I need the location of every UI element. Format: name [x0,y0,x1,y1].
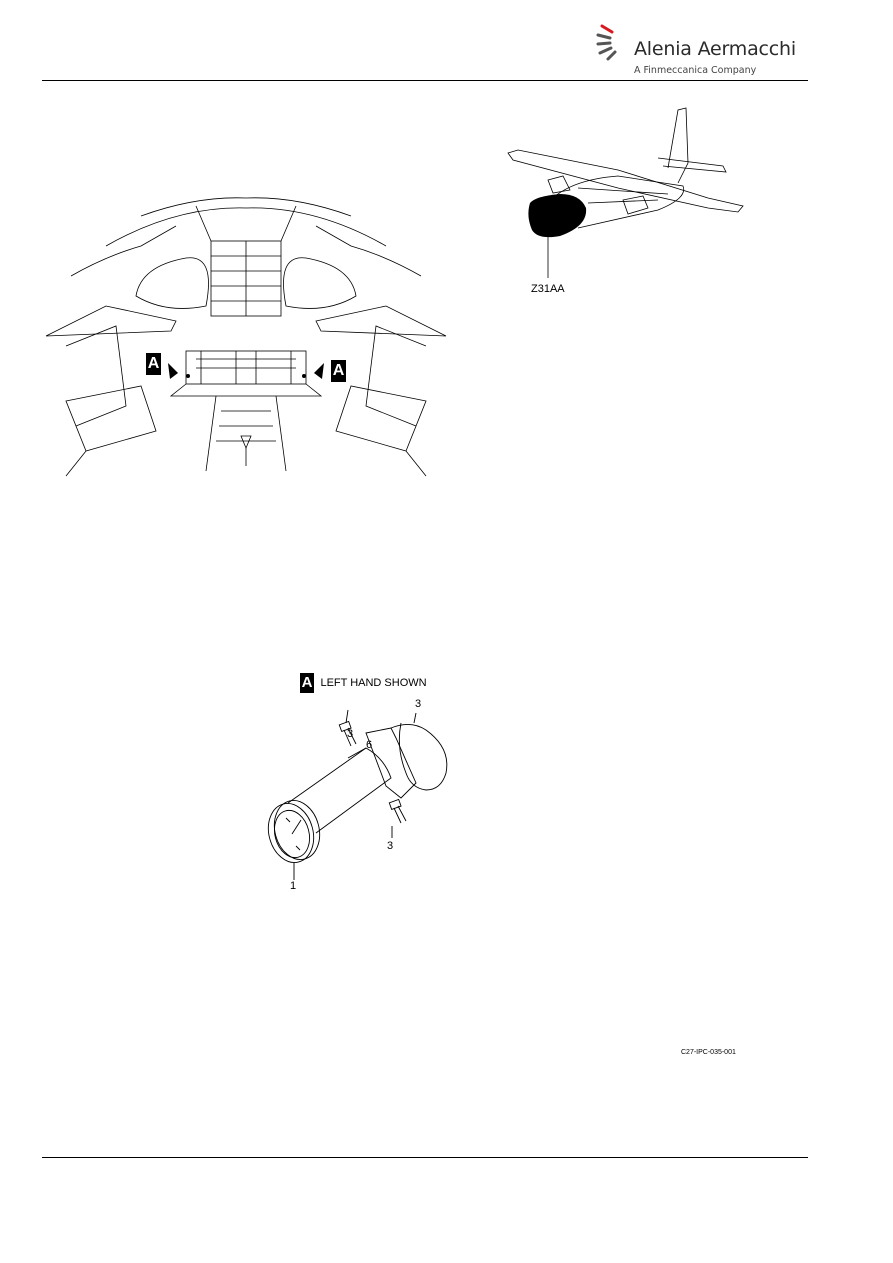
zone-label: Z31AA [531,283,565,295]
aircraft-illustration [508,108,748,243]
company-name: Alenia Aermacchi [634,38,796,60]
view-marker-detail: A [301,674,313,691]
view-marker-right: A [331,360,346,382]
callout-6: 6 [366,739,373,751]
alenia-swoosh-logo [596,24,630,60]
company-tagline: A Finmeccanica Company [634,65,757,76]
figure-code: C27-IPC-035-001 [681,1049,736,1056]
view-caption [300,673,427,693]
cockpit-illustration [46,186,446,476]
callout-1: 1 [290,880,297,892]
callout-3-top-right: 3 [415,698,422,710]
footer-rule [42,1157,808,1158]
view-caption-text: LEFT HAND SHOWN [320,677,427,689]
callout-3-top-left: 3 [347,728,354,740]
callout-3-bottom: 3 [387,840,394,852]
view-marker-left: A [146,353,161,375]
header-rule [42,80,808,81]
header-logo [596,24,796,84]
indicator-illustration [266,708,466,878]
